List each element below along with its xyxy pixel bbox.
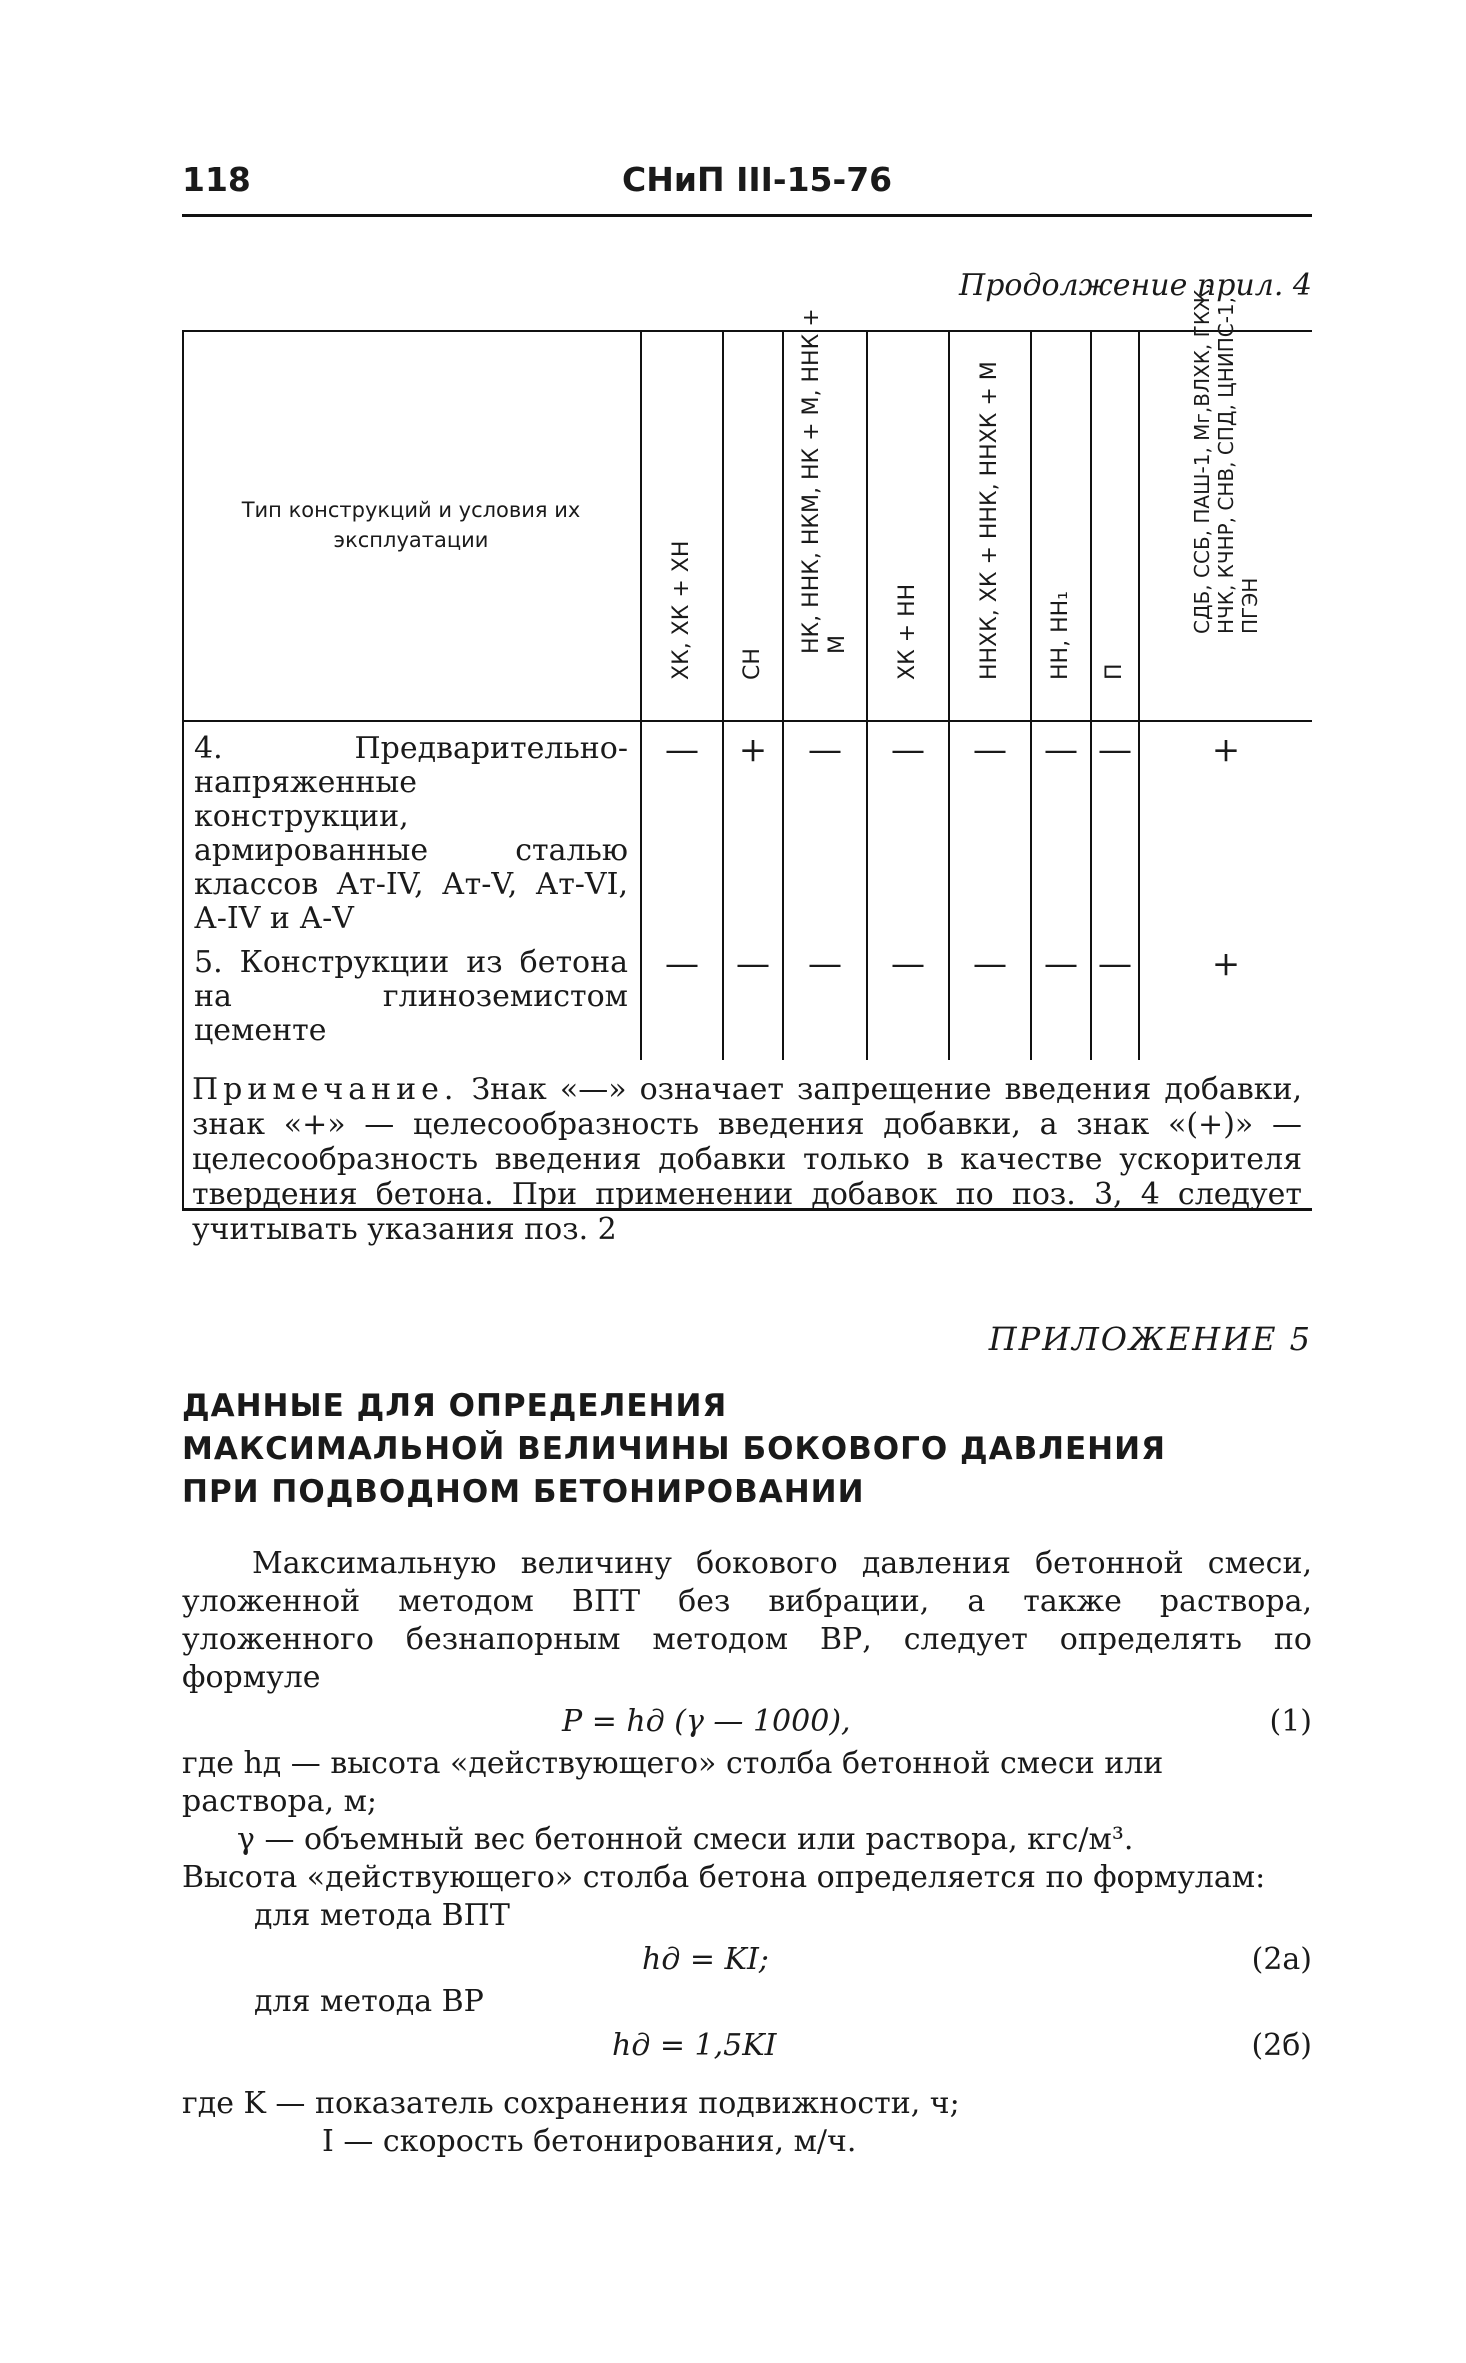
method-vpt: для метода ВПТ — [254, 1898, 510, 1933]
formula-1: P = hд (γ — 1000), — [562, 1704, 851, 1739]
row-mark: — — [1031, 936, 1091, 1060]
row-mark: — — [949, 721, 1031, 936]
row-mark: + — [723, 721, 783, 936]
note-label: Примечание. — [192, 1072, 459, 1107]
row-mark: — — [1091, 936, 1139, 1060]
row-mark: — — [867, 721, 949, 936]
header-rule — [182, 214, 1312, 217]
formula-2b: hд = 1,5KI — [612, 2028, 777, 2063]
appendix-title-line: МАКСИМАЛЬНОЙ ВЕЛИЧИНЫ БОКОВОГО ДАВЛЕНИЯ — [182, 1431, 1166, 1467]
page-number: 118 — [182, 160, 251, 199]
row-mark: — — [783, 936, 867, 1060]
appendix-label: ПРИЛОЖЕНИЕ 5 — [988, 1320, 1312, 1358]
appendix-title — [182, 1385, 1312, 1514]
row-description: 5. Конструкции из бетона на глиноземистом цементе — [182, 936, 641, 1060]
method-vr: для метода ВР — [254, 1984, 484, 2019]
column-header: ХК, ХК + ХН — [641, 330, 723, 721]
document-title: СНиП III-15-76 — [622, 160, 893, 199]
row-mark: — — [641, 721, 723, 936]
formula-line — [182, 2021, 1312, 2069]
appendix-title-line: ДАННЫЕ ДЛЯ ОПРЕДЕЛЕНИЯ — [182, 1388, 728, 1424]
table-row — [182, 721, 1312, 936]
type-column-header: Тип конструкций и условия их эксплуатации — [182, 330, 641, 721]
row-mark: + — [1211, 944, 1241, 984]
column-header: НН, НН₁ — [1031, 330, 1091, 721]
page-header — [182, 150, 1312, 210]
column-header: П — [1091, 330, 1139, 721]
column-header: НК, ННК, НКМ, НК + М, ННК + М — [783, 330, 867, 721]
where-k: где K — показатель сохранения подвижности, ч; — [182, 2086, 960, 2121]
appendix-body — [182, 1545, 1312, 2161]
appendix-title-line: ПРИ ПОДВОДНОМ БЕТОНИРОВАНИИ — [182, 1474, 865, 1510]
column-header: ННХК, ХК + ННК, ННХК + М — [949, 330, 1031, 721]
table-row — [182, 936, 1312, 1060]
table-note — [182, 1060, 1312, 1261]
intro-paragraph: Максимальную величину бокового давления бетонной смеси, уложенной методом ВПТ без вибрации, а также раствора, уложенного безнапорным методом ВР, следует определять по формуле — [182, 1546, 1312, 1695]
note-text: Знак «—» означает запрещение введения добавки, знак «+» — целесообразность введения добавки, а знак «(+)» — целесообразность введения добавки только в качестве ускорителя твердения бетона. При применении добавок по поз. 3, 4 следует учитывать указания поз. 2 — [192, 1072, 1302, 1247]
table-bottom-rule — [182, 1208, 1312, 1211]
row-mark: — — [949, 936, 1031, 1060]
row-mark: — — [723, 936, 783, 1060]
table-note-row — [182, 1060, 1312, 1261]
formula-line — [182, 1935, 1312, 1983]
row-mark: + — [1211, 730, 1241, 770]
row-mark: — — [1091, 721, 1139, 936]
formula-2a-number: (2а) — [1251, 1942, 1312, 1977]
column-header: ХК + НН — [867, 330, 949, 721]
where-gamma: γ — объемный вес бетонной смеси или раствора, кгс/м³. — [237, 1822, 1134, 1857]
formula-1-number: (1) — [1269, 1704, 1312, 1739]
column-header: СН — [723, 330, 783, 721]
height-text: Высота «действующего» столба бетона определяется по формулам: — [182, 1860, 1266, 1895]
where-i: I — скорость бетонирования, м/ч. — [322, 2124, 857, 2159]
continuation-note: Продолжение прил. 4 — [959, 268, 1312, 303]
where-hd: где hд — высота «действующего» столба бетонной смеси или раствора, м; — [182, 1746, 1164, 1819]
column-header: СДБ, ССБ, ПАШ-1, Мг,ВЛХК, ГКЖ, НЧК, КЧНР, СНВ, СПД, ЦНИПС-1, ПГЭН — [1139, 330, 1312, 721]
row-description: 4. Предварительно-напряженные конструкции, армированные сталью классов Ат-IV, Ат-V, Ат-VI, А-IV и А-V — [182, 721, 641, 936]
row-mark: — — [783, 721, 867, 936]
row-mark: — — [867, 936, 949, 1060]
table-header-row — [182, 330, 1312, 721]
row-mark: — — [1031, 721, 1091, 936]
formula-line — [182, 1697, 1312, 1745]
formula-2a: hд = KI; — [642, 1942, 769, 1977]
formula-2b-number: (2б) — [1251, 2028, 1312, 2063]
row-mark: — — [641, 936, 723, 1060]
